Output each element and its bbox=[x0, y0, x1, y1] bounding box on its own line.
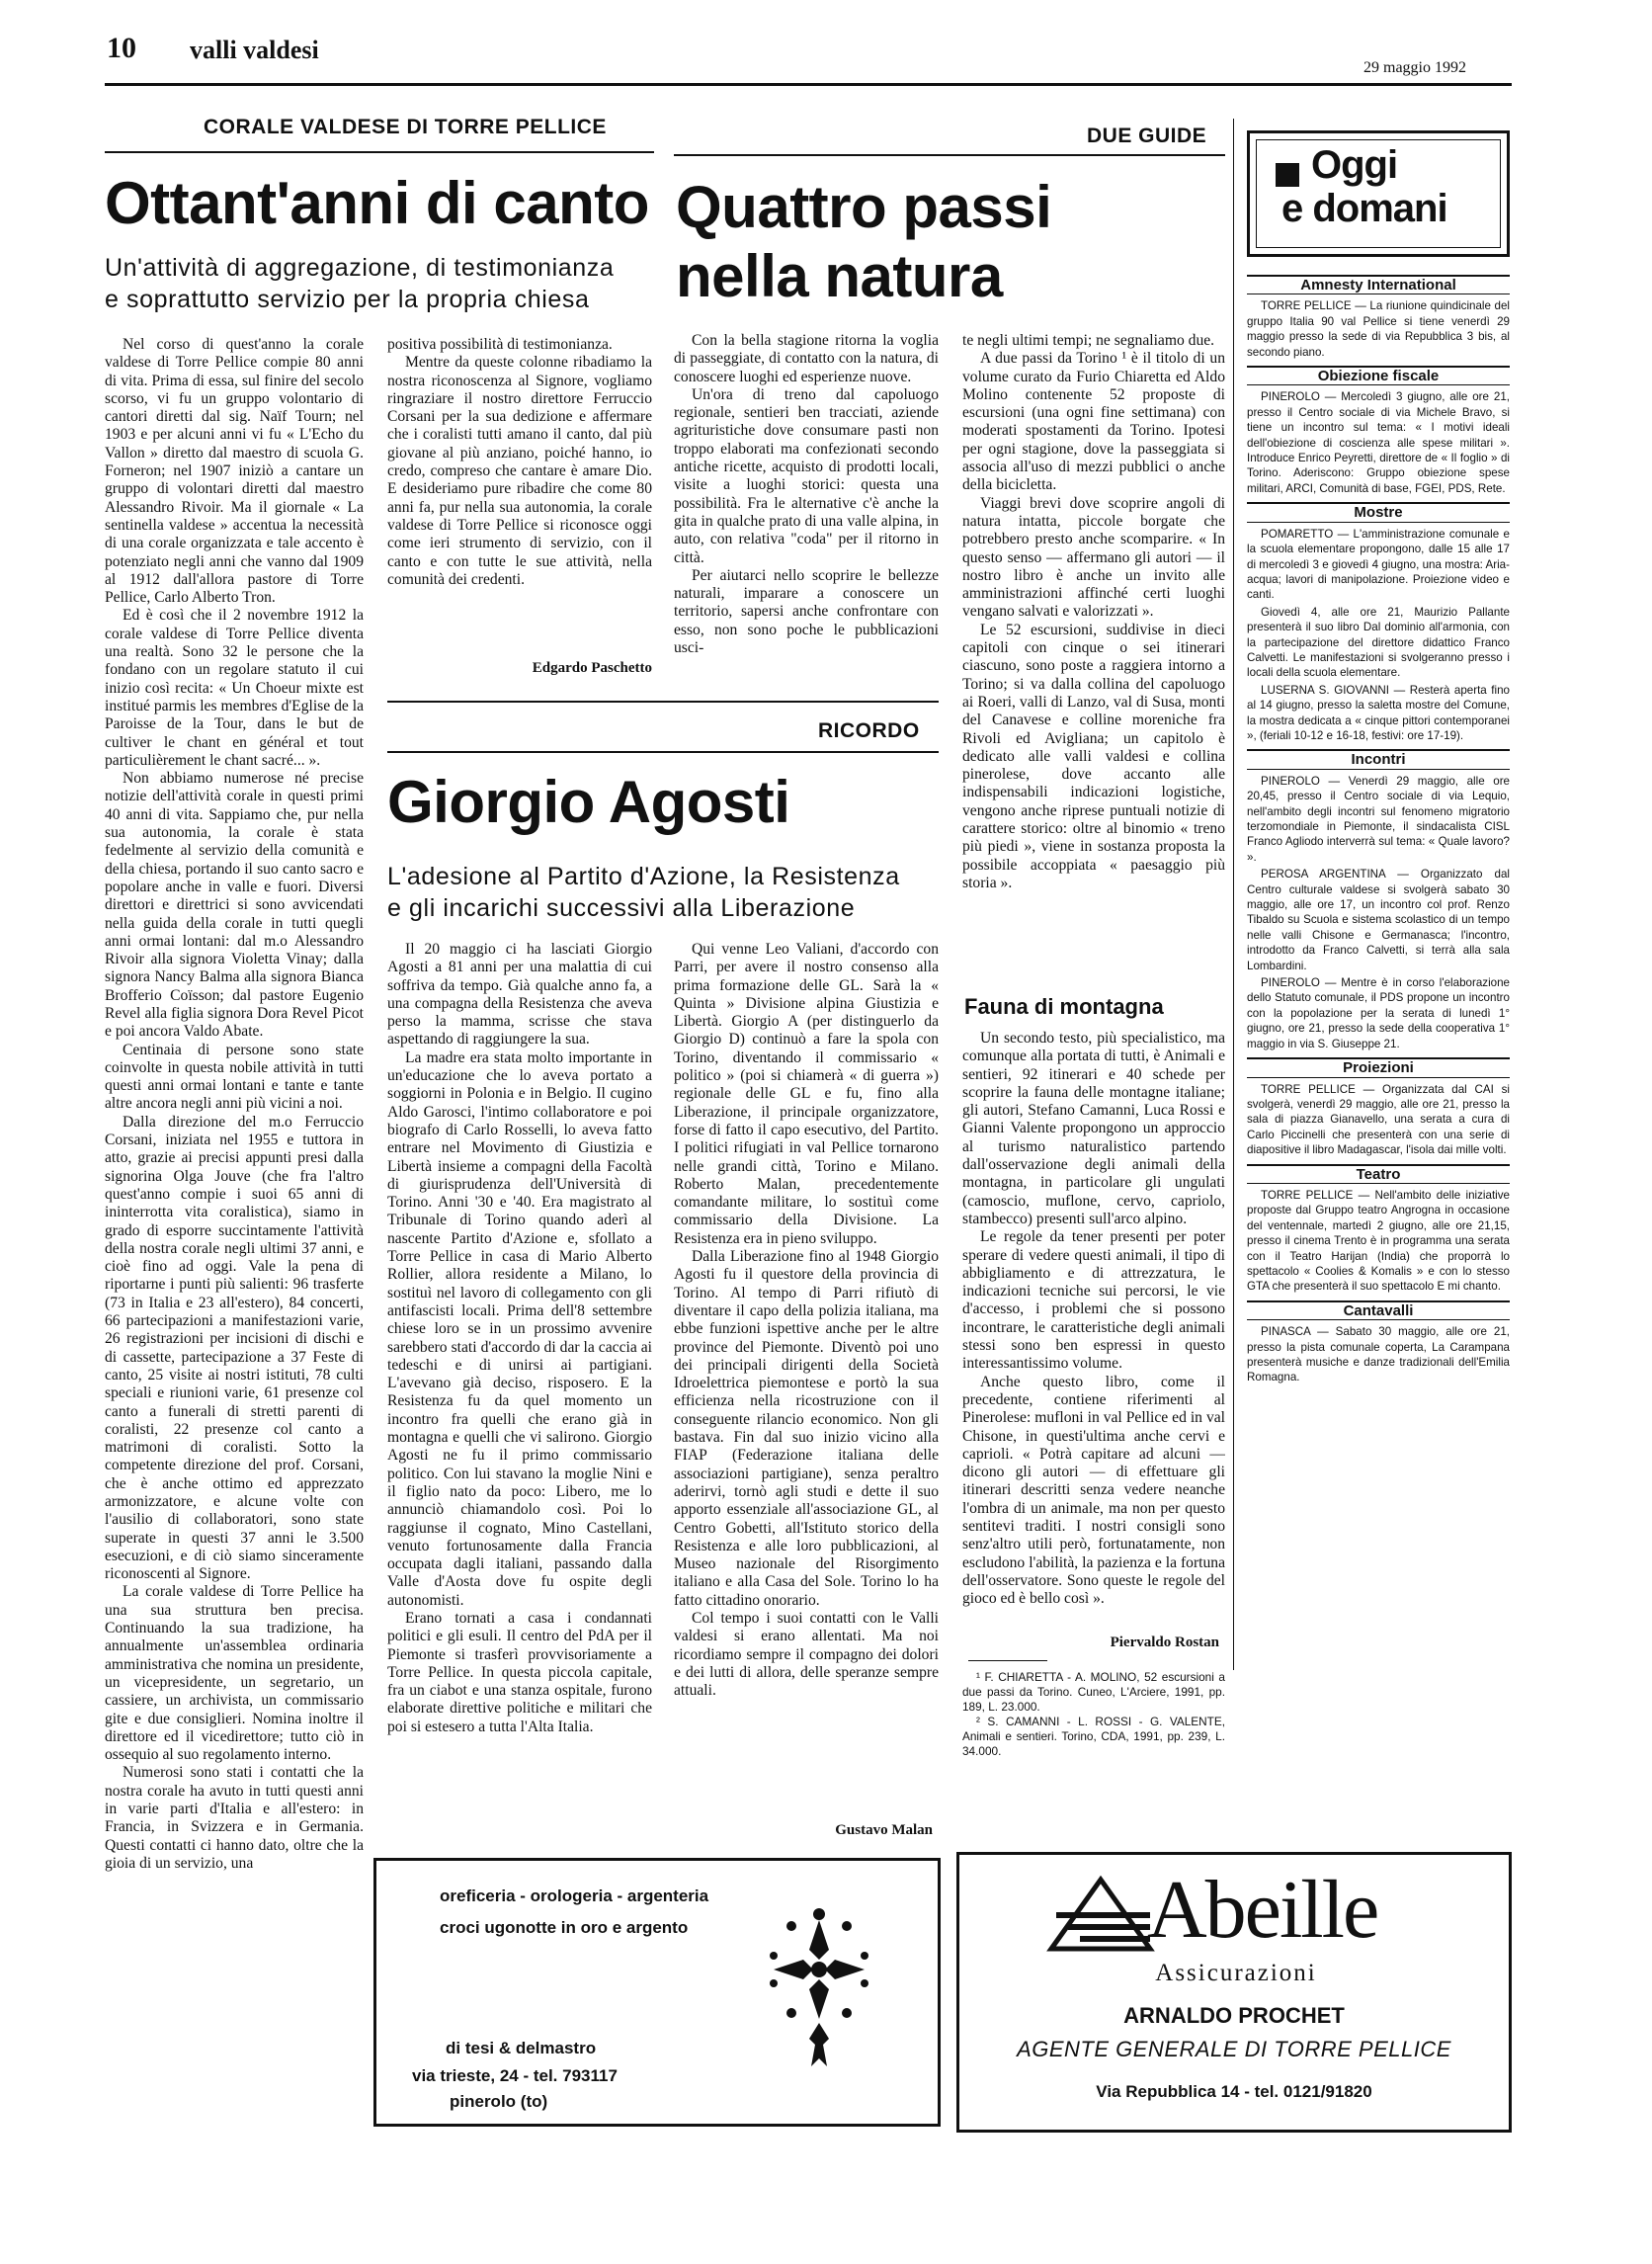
paragraph: Il 20 maggio ci ha lasciati Giorgio Agosti a 81 anni per una malattia di cui soffriva da tempo. Già qualche anno fa, a una compagna della Resistenza che aveva perso la mamma, scrisse che stava aspettando di raggiungere la sua. bbox=[387, 941, 652, 1048]
footnotes bbox=[962, 1670, 1225, 1759]
article2-column2-top bbox=[962, 332, 1225, 984]
article2-column1 bbox=[674, 332, 939, 688]
square-bullet-icon bbox=[1276, 163, 1299, 187]
paragraph: Col tempo i suoi contatti con le Valli valdesi si erano allentati. Ma noi ricordiamo sempre il compagno dei dolori e dei lutti di allora, delle speranze sempre attuali. bbox=[674, 1609, 939, 1700]
sidebar-header-box bbox=[1247, 130, 1510, 257]
paragraph: Centinaia di persone sono state coinvolte in questa nobile attività in tutti questi anni ormai lontani e tante e tante altre ancora negli anni più vicini a noi. bbox=[105, 1041, 364, 1113]
article1-signature: Edgardo Paschetto bbox=[532, 660, 652, 676]
article2-kicker: DUE GUIDE bbox=[1087, 125, 1207, 147]
agenda-item: LUSERNA S. GIOVANNI — Resterà aperta fino al 14 giugno, presso la saletta mostre del Comune, la mostra dedicata a « cinque pittori contemporanei », (feriali 10-12 e 16-18, festivi: ore 17-19). bbox=[1247, 683, 1510, 742]
article3-column1 bbox=[387, 941, 652, 1947]
paragraph: Numerosi sono stati i contatti che la nostra corale ha avuto in tutti questi anni in varie parti d'Italia e all'estero: in Francia, in Svizzera e in Germania. Questi contatti ci hanno dato, oltre che la gioia di un servizio, una bbox=[105, 1764, 364, 1872]
paragraph: Non abbiamo numerose né precise notizie dell'attività corale in questi primi 40 anni di vita. Sappiamo che, pur nella sua autonomia, la corale è stata fedelmente al servizio della comunità e della chiesa, portando il suo canto sacro e popolare anche in valle e fuori. Diversi direttori e direttrici si sono avvicendati nella guida della corale in tutti quegli anni ormai lontani: dal m.o Alessandro Rivoir alla signora Violetta Vinay; dalla signora Nancy Balma alla signora Bianca Brofferio Coïsson; dal pastore Eugenio Revel alla figlia signora Dora Revel Picot e poi ancora Valdo Abate. bbox=[105, 770, 364, 1041]
section-title-mostre: Mostre bbox=[1247, 502, 1510, 522]
footnote-2: ² S. CAMANNI - L. ROSSI - G. VALENTE, Animali e sentieri. Torino, CDA, 1991, pp. 239, L. 34.000. bbox=[962, 1715, 1225, 1758]
agenda-item: POMARETTO — L'amministrazione comunale e la scuola elementare propongono, dalle 15 alle 17 di mercoledì 3 e giovedì 4 giugno, una mostra: Aria-acqua; lavori di manipolazione. Proiezione video e canti. bbox=[1247, 527, 1510, 602]
article3-signature: Gustavo Malan bbox=[835, 1822, 933, 1838]
agenda-item: PINASCA — Sabato 30 maggio, alle ore 21, presso la pista comunale coperta, La Carampana presenterà musiche e danze tradizionali dell'Emilia Romagna. bbox=[1247, 1325, 1510, 1384]
article2-kicker-rule bbox=[674, 154, 1225, 156]
paragraph: Mentre da queste colonne ribadiamo la nostra riconoscenza al Signore, vogliamo ringraziare il nostro direttore Ferruccio Corsani per la sua dedizione e affermare che i coralisti tutti amano il canto, dal più giovane al più anziano, poiché hanno, io credo, compreso che cantare è amare Dio. E desideriamo pure ribadire che come 80 anni fa, pur nella sua autonomia, la corale valdese di Torre Pellice si riconosce oggi come ieri strumento di servizio, con il canto e con tutte le sue attività, nella comunità dei credenti. bbox=[387, 354, 652, 588]
insurance-agent: ARNALDO PROCHET bbox=[1123, 2003, 1345, 2028]
paragraph: Un'ora di treno dal capoluogo regionale, sentieri ben tracciati, aziende agrituristiche dove consumare pasti non troppo elaborati ma confezionati secondo antiche ricette, acquisto di prodotti locali, visite a luoghi storici: questa una possibilità. Fra le alternative c'è anche la gita in qualche prato di una valle alpina, in auto, con relativa "coda" per il ritorno in città. bbox=[674, 385, 939, 566]
agenda-item: PINEROLO — Mercoledì 3 giugno, alle ore 21, presso il Centro sociale di via Michele Bravo, si tiene un incontro sul tema: « I motivi ideali dell'obiezione di coscienza alle spese militari ». Introduce Enrico Peyretti, direttore de « Il foglio » di Torino. Aderiscono: Gruppo obiezione spese militari, ARCI, Comunità di base, FGEI, PDS, Rete. bbox=[1247, 390, 1510, 495]
agenda-item: TORRE PELLICE — Organizzata dal CAI si svolgerà, venerdì 29 maggio, alle ore 21, presso la sala di piazza Gianavello, una serata a cura di Carlo Piccinelli che presenterà con una serie di diapositive il libro Madagascar, l'isola dai mille volti. bbox=[1247, 1082, 1510, 1157]
paragraph: La madre era stata molto importante in un'educazione che lo aveva portato a soggiorni in Polonia e in Belgio. Il cugino Aldo Garosci, l'intimo collaboratore e poi biografo di Carlo Rosselli, lo aveva fatto entrare nel Movimento di Giustizia e Libertà insieme a compagni della Facoltà di giurisprudenza dell'Università di Torino. Anni '30 e '40. Era magistrato al Tribunale di Torino quando aderì al nascente Partito d'Azione e, sfollato a Torre Pellice in casa di Mario Alberto Rollier, allora residente a Milano, lo sostituì nel lavoro di collegamento con gli antifascisti locali. Prima dell'8 settembre chiese loro se in un prossimo avvenire sarebbero stati d'accordo di dar la caccia ai tedeschi e di unirsi ai partigiani. L'avevano già deciso, risposero. E la Resistenza fu da quel momento un incontro fra quelli che erano già in montagna e quelli che vi salirono. Giorgio Agosti ne fu il primo commissario politico. Con lui stavano la moglie Nini e il figlio nato da poco: Libero, me lo annunciò chiamandolo così. Poi lo raggiunse il cognato, Mino Castellani, venuto fortunosamente dalla Francia occupata dagli italiani, passando dalla Valle d'Aosta dove fu ospite degli autonomisti. bbox=[387, 1048, 652, 1609]
page-number: 10 bbox=[107, 32, 136, 64]
insurance-brand-sub: Assicurazioni bbox=[1155, 1960, 1317, 1986]
article1-kicker: CORALE VALDESE DI TORRE PELLICE bbox=[204, 116, 607, 138]
article2-title-line2: nella natura bbox=[676, 243, 1003, 309]
publication-name: valli valdesi bbox=[190, 36, 319, 64]
article2-subhead: Fauna di montagna bbox=[964, 994, 1164, 1019]
agenda-item: TORRE PELLICE — La riunione quindicinale del gruppo Italia 90 val Pellice si tiene venerdì 29 maggio presso la sede di via Repubblica 3 bis, al secondo piano. bbox=[1247, 299, 1510, 359]
paragraph: Nel corso di quest'anno la corale valdese di Torre Pellice compie 80 anni di vita. Prima di essa, sul finire del secolo scorso, vi fu un gruppo volontario di cantori diretti dal sig. Naïf Tourn; nel 1903 e per alcuni anni vi fu « L'Echo du Vallon » diretto dal maestro di scuola G. Forneron; nel 1907 iniziò a cantare un gruppo di volontari diretti dal maestro Alessandro Rivoir. Ma il giornale « La sentinella valdese » accentua la necessità di una corale organizzata e tale accento è potenziato negli anni che vanno dal 1909 al 1912 dall'allora pastore di Torre Pellice, Carlo Alberto Tron. bbox=[105, 336, 364, 607]
paragraph: te negli ultimi tempi; ne segnaliamo due. bbox=[962, 332, 1215, 349]
paragraph: La corale valdese di Torre Pellice ha una sua struttura ben precisa. Continuando la sua tradizione, ha annualmente un'assemblea ordinaria amministrativa che nomina un presidente, un vicepresidente, un segretario, un cassiere, un archivista, un commissario gite e due consiglieri. Nomina inoltre il direttore ed il vicedirettore; tutto ciò in ossequio al suo regolamento interno. bbox=[105, 1583, 364, 1764]
article3-column2 bbox=[674, 941, 939, 1801]
agenda-item: TORRE PELLICE — Nell'ambito delle iniziative proposte dal Gruppo teatro Angrogna in occasione del ventennale, martedì 2 giugno, alle ore 21,15, presso il cinema Trento è in programma una serata con il Teatro Harijan (India) che proporrà lo spettacolo « Coolies & Komalis » e con lo stesso GTA che presenterà il suo spettacolo E mi chanto. bbox=[1247, 1188, 1510, 1294]
article1-deck-line2: e soprattutto servizio per la propria chiesa bbox=[105, 286, 590, 313]
section-title-teatro: Teatro bbox=[1247, 1164, 1510, 1184]
paragraph: Erano tornati a casa i condannati politici e gli esuli. Il centro del PdA per il Piemonte si trasferì provvisoriamente a Torre Pellice. In questa piccola capitale, fra un ciabot e una stanza ospitale, furono elaborate direttive politiche e militari che poi si estesero a tutta l'Alta Italia. bbox=[387, 1609, 652, 1735]
article2-title-line1: Quattro passi bbox=[676, 174, 1052, 240]
section-title-cantavalli: Cantavalli bbox=[1247, 1300, 1510, 1320]
paragraph: positiva possibilità di testimonianza. bbox=[387, 336, 613, 353]
article3-deck-line2: e gli incarichi successivi alla Liberazione bbox=[387, 894, 856, 922]
column-rule bbox=[1233, 119, 1234, 1670]
agenda-item: PINEROLO — Venerdì 29 maggio, alle ore 20,45, presso il Centro sociale di via Lequio, nell'ambito degli incontri sul fenomeno migratorio terzomondiale in Piemonte, il sindacalista CISL Franco Agliodo interverrà sul tema: « Quale lavoro? ». bbox=[1247, 774, 1510, 864]
paragraph: Dalla Liberazione fino al 1948 Giorgio Agosti fu il questore della provincia di Torino. Al tempo di Parri rifiutò di diventare il capo della polizia italiana, ma ebbe funzioni ispettive anche per le altre province del Piemonte. Diventò poi uno dei principali dirigenti della Società Idroelettrica piemontese e portò la sua efficienza nella ricostruzione con il conseguente rilancio economico. Non gli bastava. Fin dal suo inizio vicino alla FIAP (Federazione italiana delle associazioni partigiane), senza peraltro aderirvi, tornò agli studi e dette il suo apporto essenziale all'associazione GL, al Centro Gobetti, all'Istituto storico della Resistenza e alle loro pubblicazioni, al Museo nazionale del Risorgimento italiano e alla Casa del Sole. Torino lo ha fatto cittadino onorario. bbox=[674, 1248, 939, 1609]
sidebar-header-line2: e domani bbox=[1281, 187, 1447, 230]
article3-title: Giorgio Agosti bbox=[387, 769, 790, 835]
issue-date: 29 maggio 1992 bbox=[1363, 59, 1466, 76]
paragraph: Dalla direzione del m.o Ferruccio Corsani, iniziata nel 1955 e tuttora in atto, grazie ai precisi appunti presi dalla signorina Olga Jouve (che fra l'altro quest'anno compie i suoi 65 anni di ininterrotta vita coralistica), siamo in grado di esporre succintamente l'attività della nostra corale negli ultimi 37 anni, e cioè fino ad oggi. Vale la pena di riportarne i punti più salienti: 96 trasferte (73 in Italia e 23 all'estero), 84 concerti, 66 partecipazioni a manifestazioni varie, 26 registrazioni per incisioni di dischi e di cassette, partecipazione a 37 Feste di canto, 25 visite ai nostri istituti, 78 culti speciali e riunioni varie, 61 presenze col canto a funerali di stretti parenti di coralisti, 22 presenze col canto a matrimoni di coralisti. Sotto la competente direzione del prof. Corsani, che è anche ottimo ed apprezzato armonizzatore, e alcune volte con l'ausilio di collaboratori, sono state superate in questi 37 anni le 3.500 esecuzioni, e di ciò siamo sinceramente riconoscenti al Signore. bbox=[105, 1113, 364, 1583]
agenda-item: Giovedì 4, alle ore 21, Maurizio Pallante presenterà il suo libro Dal dominio all'armonia, con la partecipazione del direttore didattico Franco Calvetti. Le manifestazioni si svolgeranno presso i locali della scuola elementare. bbox=[1247, 605, 1510, 680]
paragraph: Viaggi brevi dove scoprire angoli di natura intatta, piccole borgate che potrebbero presto anche scomparire. « In questo senso — affermano gli autori — il nostro libro è anche un invito alle amministrazioni affinché certi luoghi vengano salvati e valorizzati ». bbox=[962, 494, 1225, 621]
section-title-proiezioni: Proiezioni bbox=[1247, 1057, 1510, 1077]
jeweler-line1: oreficeria - orologeria - argenteria bbox=[440, 1887, 709, 1905]
paragraph: Anche questo libro, come il precedente, contiene riferimenti al Pinerolese: mufloni in val Pellice ed in val Chisone, in questi'ultima anche cervi e caprioli. « Potrà capitare ad alcuni — dicono gli autori — di effettuare gli itinerari descritti senza vedere neanche l'ombra di un animale, ma non per questo sentitevi traditi. I nostri consigli sono senz'altro utili però, fortunatamente, non escludono l'abilità, la pazienza e la fortuna dell'osservatore. Sono queste le regole del gioco ed è bello così ». bbox=[962, 1373, 1225, 1608]
sidebar-header-line1: Oggi bbox=[1311, 143, 1398, 187]
section-title-incontri: Incontri bbox=[1247, 749, 1510, 769]
footnote-rule bbox=[968, 1660, 1047, 1661]
footnote-1: ¹ F. CHIARETTA - A. MOLINO, 52 escursioni a due passi da Torino. Cuneo, L'Arciere, 1991, pp. 189, L. 23.000. bbox=[962, 1670, 1225, 1714]
paragraph: Un secondo testo, più specialistico, ma comunque alla portata di tutti, è Animali e sentieri, 92 itinerari e 40 schede per scoprire la fauna delle montagne italiane; gli autori, Stefano Camanni, Luca Rossi e Gianni Valente propongono un approccio al turismo naturalistico partendo dall'osservazione degli animali della montagna, in particolare gli ungulati (camoscio, muflone, cervo, capriolo, stambecco) presenti sull'arco alpino. bbox=[962, 1030, 1225, 1227]
paragraph: A due passi da Torino ¹ è il titolo di un volume curato da Furio Chiaretta ed Aldo Molino contenente 52 proposte di escursioni (una ogni fine settimana) con moderati spostamenti da Torino. Ipotesi per ogni stagione, dove la passeggiata si associa all'uso di mezzi pubblici o anche della bicicletta. bbox=[962, 350, 1225, 494]
insurance-brand: Abeille bbox=[1147, 1864, 1378, 1956]
paragraph: Qui venne Leo Valiani, d'accordo con Parri, per avere il nostro consenso alla prima formazione delle GL. Sarà la « Quinta » Divisione alpina Giustizia e Libertà. Giorgio A (per distinguerlo da Giorgio D) continuò a fare la spola con Torino, diventando il commissario « politico » (poi si chiamerà « di guerra ») regionale delle GL e fu, fino alla Liberazione, il principale organizzatore, forse di fatto il capo esecutivo, del Partito. I politici rifugiati in val Pellice tornarono nelle grandi città, Torino e Milano. Roberto Malan, precedentemente comandante militare, lo sostituì come commissario della Divisione. La Resistenza era in pieno sviluppo. bbox=[674, 941, 939, 1247]
article3-kicker-rule bbox=[387, 751, 939, 753]
article1-column2 bbox=[387, 336, 652, 662]
article2-signature: Piervaldo Rostan bbox=[1110, 1635, 1219, 1650]
jeweler-line5: pinerolo (to) bbox=[450, 2092, 548, 2111]
section-title-obiezione: Obiezione fiscale bbox=[1247, 366, 1510, 385]
article2-column2-bottom bbox=[962, 1030, 1225, 1635]
article3-top-rule bbox=[387, 701, 939, 703]
jeweler-line2: croci ugonotte in oro e argento bbox=[440, 1918, 689, 1937]
insurance-advertisement bbox=[956, 1852, 1512, 2133]
article1-column1 bbox=[105, 336, 364, 2263]
insurance-agent-title: AGENTE GENERALE DI TORRE PELLICE bbox=[1017, 2037, 1451, 2061]
agenda-item: PINEROLO — Mentre è in corso l'elaborazione dello Statuto comunale, il PDS propone un incontro con la popolazione per la serata di lunedì 1° giugno, ore 21, presso la sede della cooperativa 1° maggio in via S. Giuseppe 21. bbox=[1247, 976, 1510, 1050]
jeweler-line3: di tesi & delmastro bbox=[446, 2039, 597, 2057]
abeille-logo-icon bbox=[1046, 1875, 1155, 1954]
paragraph: Per aiutarci nello scoprire le bellezze naturali, imparare a conoscere un territorio, sapersi anche confrontare con esso, non sono poche le pubblicazioni usci- bbox=[674, 566, 939, 657]
section-title-amnesty: Amnesty International bbox=[1247, 275, 1510, 294]
paragraph: Le 52 escursioni, suddivise in dieci capitoli con cinque o sei itinerari ciascuno, sono poste a raggiera intorno a Torino; si va dalla collina del capoluogo ai Roeri, valli di Lanzo, val di Susa, monti del Canavese e colline moreniche fra Rivoli ed Avigliana; un capitolo è dedicato alle valli valdesi e collina pinerolese, dove accanto alle indispensabili indicazioni logistiche, vengono anche riprese puntuali notizie di carattere storico: oltre al binomio « treno più piedi », viene in sostanza proposta la possibile accoppiata « paesaggio più storia ». bbox=[962, 621, 1225, 891]
article1-title: Ottant'anni di canto bbox=[105, 170, 649, 236]
paragraph: Ed è così che il 2 novembre 1912 la corale valdese di Torre Pellice diventa una realtà. Sono 32 le persone che la fondano con un regolare statuto il cui inizio così recita: « Un Choeur mixte est institué parmis les membres d'Eglise de la Paroisse de la Tour, dans le but de cultiver le chant en général et tout particulièrement le chant sacré... ». bbox=[105, 607, 364, 769]
sidebar-agenda bbox=[1247, 275, 1510, 1387]
huguenot-cross-icon bbox=[770, 1900, 868, 2078]
paragraph: Le regole da tener presenti per poter sperare di vedere questi animali, il tipo di abbigliamento e di attrezzatura, le indicazioni tecniche sui percorsi, le vie d'accesso, i problemi che si possono incontrare, le caratteristiche degli animali stessi sono ben espressi in questo interessantissimo volume. bbox=[962, 1228, 1225, 1373]
insurance-address: Via Repubblica 14 - tel. 0121/91820 bbox=[1096, 2082, 1372, 2101]
jeweler-line4: via trieste, 24 - tel. 793117 bbox=[412, 2066, 618, 2085]
article3-kicker: RICORDO bbox=[818, 719, 920, 742]
article3-deck-line1: L'adesione al Partito d'Azione, la Resistenza bbox=[387, 863, 900, 890]
paragraph: Con la bella stagione ritorna la voglia di passeggiate, di contatto con la natura, di conoscere luoghi ed esperienze nuove. bbox=[674, 332, 939, 385]
article1-deck-line1: Un'attività di aggregazione, di testimonianza bbox=[105, 254, 615, 282]
article1-kicker-rule bbox=[105, 151, 654, 153]
jeweler-advertisement bbox=[373, 1858, 941, 2127]
masthead-rule bbox=[105, 83, 1512, 86]
agenda-item: PEROSA ARGENTINA — Organizzato dal Centro culturale valdese si svolgerà sabato 30 maggio, alle ore 17, un incontro col prof. Renzo Tibaldo su Scuola e sistema scolastico di un tempo nelle valli Chisone e Germanasca; l'incontro, introdotto da Franco Calvetti, si terrà alla sala Lombardini. bbox=[1247, 868, 1510, 972]
